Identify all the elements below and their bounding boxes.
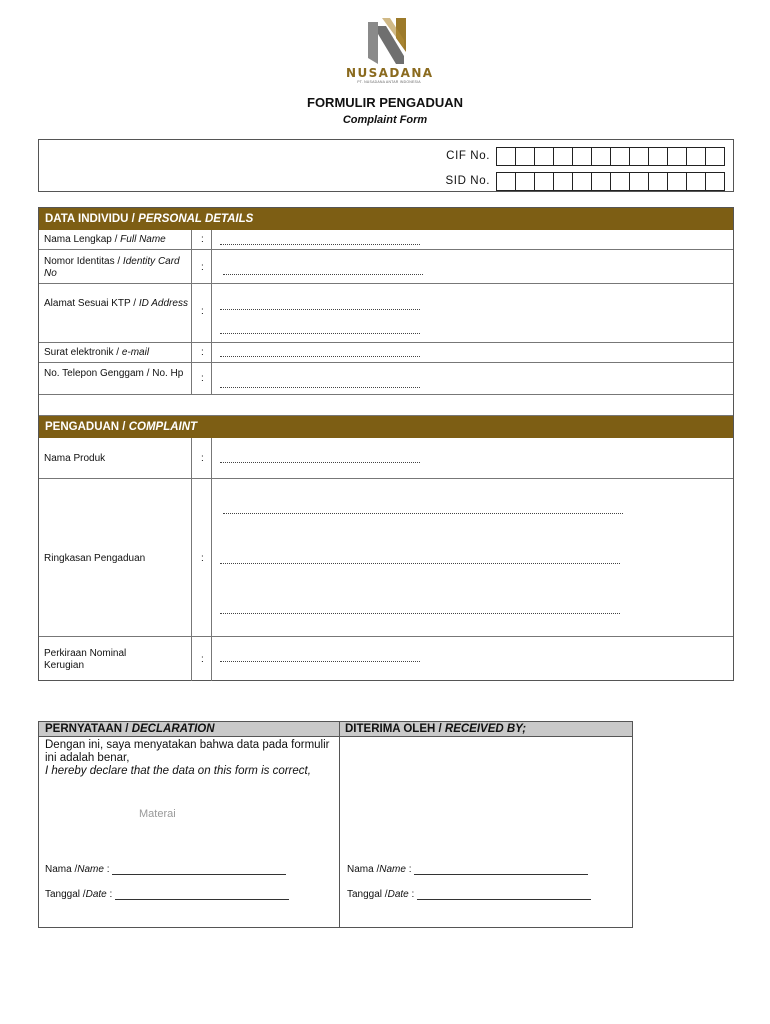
spacer-row [39, 395, 733, 416]
field-row-full-name [39, 230, 733, 250]
field-row-email [39, 343, 733, 363]
loss-estimate-input[interactable] [220, 661, 420, 662]
received-by-header: DITERIMA OLEH / RECEIVED BY; [339, 722, 632, 737]
form-subtitle: Complaint Form [342, 114, 428, 126]
colon: : [201, 306, 204, 317]
field-row-product-name [39, 438, 733, 479]
email-input[interactable] [220, 356, 420, 357]
receiver-date-line[interactable] [417, 890, 591, 900]
phone-label: No. Telepon Genggam / No. Hp [44, 368, 184, 379]
full-name-input[interactable] [220, 244, 420, 245]
loss-estimate-label: Perkiraan Nominal Kerugian [44, 648, 127, 671]
complaint-header [39, 416, 733, 438]
complaint-summary-line-3[interactable] [220, 613, 620, 614]
sid-digit-cell[interactable] [611, 172, 630, 191]
sid-digit-cell[interactable] [554, 172, 573, 191]
declaration-text-id: Dengan ini, saya menyatakan bahwa data pada formulir ini adalah benar, [45, 739, 330, 764]
personal-heading-id: DATA INDIVIDU / [45, 213, 139, 225]
cif-digit-cell[interactable] [573, 147, 592, 166]
sid-digit-cell[interactable] [535, 172, 554, 191]
address-input-line-1[interactable] [220, 309, 420, 310]
nusadana-logo-icon [364, 18, 414, 64]
complaint-form [38, 207, 734, 681]
full-name-label: Nama Lengkap / Full Name [44, 234, 166, 245]
stamp-duty-placeholder: Materai [139, 808, 176, 820]
sid-label: SID No. [445, 175, 490, 187]
cif-digit-cell[interactable] [535, 147, 554, 166]
logo-wordmark: NUSADANA [346, 66, 434, 80]
cif-digit-cell[interactable] [687, 147, 706, 166]
form-title: FORMULIR PENGADUAN [307, 95, 463, 110]
address-input-line-2[interactable] [220, 333, 420, 334]
personal-heading-en: PERSONAL DETAILS [138, 213, 254, 225]
cif-digit-cell[interactable] [611, 147, 630, 166]
complaint-summary-label: Ringkasan Pengaduan [44, 553, 146, 564]
sid-digit-cell[interactable] [706, 172, 725, 191]
sid-digit-cell[interactable] [687, 172, 706, 191]
cif-label: CIF No. [446, 150, 490, 162]
sid-digit-cell[interactable] [497, 172, 516, 191]
cif-digit-cell[interactable] [706, 147, 725, 166]
cif-digit-cell[interactable] [497, 147, 516, 166]
sid-digit-cell[interactable] [592, 172, 611, 191]
cif-input-cells[interactable] [496, 147, 725, 166]
declarant-name-field[interactable]: Nama / Name : [45, 864, 286, 875]
colon: : [201, 262, 204, 273]
cif-digit-cell[interactable] [592, 147, 611, 166]
field-row-complaint-summary [39, 479, 733, 637]
complaint-heading-id: PENGADUAN / [45, 421, 129, 433]
cif-digit-cell[interactable] [668, 147, 687, 166]
receiver-date-field[interactable]: Tanggal / Date : [347, 889, 591, 900]
sid-digit-cell[interactable] [649, 172, 668, 191]
sid-digit-cell[interactable] [573, 172, 592, 191]
product-name-label: Nama Produk [44, 453, 106, 464]
identity-card-label: Nomor Identitas / Identity Card No [44, 256, 180, 279]
company-logo [346, 18, 432, 88]
complaint-heading-en: COMPLAINT [128, 421, 198, 433]
declaration-table [38, 721, 633, 928]
logo-tagline: PT. NUSADANA ANTAR INDONESIA [357, 80, 421, 84]
sid-row [446, 171, 725, 191]
phone-input[interactable] [220, 387, 420, 388]
declarant-date-field[interactable]: Tanggal / Date : [45, 889, 289, 900]
cif-digit-cell[interactable] [630, 147, 649, 166]
declaration-header: PERNYATAAN / DECLARATION [39, 722, 339, 737]
cif-digit-cell[interactable] [649, 147, 668, 166]
declaration-statement [45, 739, 335, 778]
complaint-summary-line-2[interactable] [220, 563, 620, 564]
field-row-phone [39, 363, 733, 395]
field-row-identity-card [39, 250, 733, 284]
address-label: Alamat Sesuai KTP / ID Address [44, 298, 188, 309]
sid-input-cells[interactable] [496, 172, 725, 191]
identity-card-input[interactable] [223, 274, 423, 275]
sid-digit-cell[interactable] [630, 172, 649, 191]
cif-row [446, 146, 725, 166]
colon: : [201, 654, 204, 665]
sid-digit-cell[interactable] [516, 172, 535, 191]
personal-details-header [39, 208, 733, 230]
colon: : [201, 453, 204, 464]
colon: : [201, 234, 204, 245]
complaint-summary-line-1[interactable] [223, 513, 623, 514]
field-row-loss-estimate [39, 637, 733, 681]
field-row-address [39, 284, 733, 343]
cif-digit-cell[interactable] [554, 147, 573, 166]
identifier-box [38, 139, 734, 192]
cif-digit-cell[interactable] [516, 147, 535, 166]
product-name-input[interactable] [220, 462, 420, 463]
colon: : [201, 553, 204, 564]
declarant-name-line[interactable] [112, 865, 286, 875]
colon: : [201, 373, 204, 384]
declarant-date-line[interactable] [115, 890, 289, 900]
email-label: Surat elektronik / e-mail [44, 347, 150, 358]
receiver-name-field[interactable]: Nama / Name : [347, 864, 588, 875]
sid-digit-cell[interactable] [668, 172, 687, 191]
receiver-name-line[interactable] [414, 865, 588, 875]
colon: : [201, 347, 204, 358]
declaration-text-en: I hereby declare that the data on this form is correct, [45, 765, 311, 777]
